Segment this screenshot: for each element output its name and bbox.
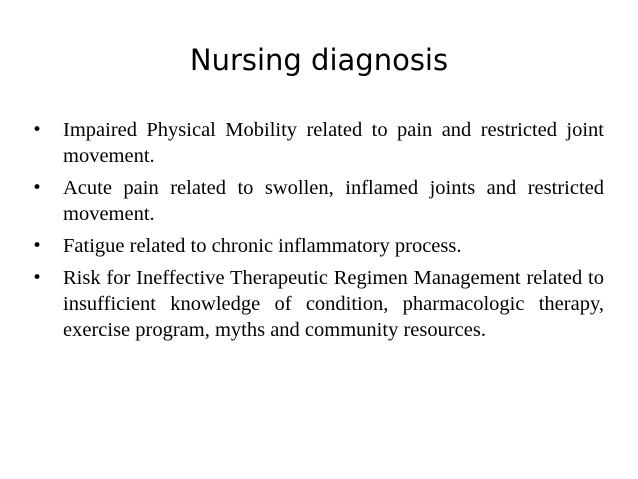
slide-title: Nursing diagnosis xyxy=(189,43,449,77)
bullet-item-impaired-mobility xyxy=(32,117,604,169)
bullet-text: Fatigue related to chronic inflammatory process. xyxy=(63,235,462,257)
bullet-text: Impaired Physical Mobility related to pain and restricted joint movement. xyxy=(63,119,604,167)
bullet-text: Acute pain related to swollen, inflamed joints and restricted movement. xyxy=(63,177,604,225)
bullet-item-risk-ineffective-regimen xyxy=(32,265,604,343)
bullet-text: Risk for Ineffective Therapeutic Regimen Management related to insufficient knowledge of condition, pharmacologic therapy, exercise program, myths and community resources. xyxy=(63,267,604,341)
bullet-icon: • xyxy=(32,120,43,140)
bullet-item-acute-pain xyxy=(32,175,604,227)
bullet-list xyxy=(32,117,604,349)
bullet-icon: • xyxy=(32,268,43,288)
bullet-icon: • xyxy=(32,236,43,256)
bullet-icon: • xyxy=(32,178,43,198)
bullet-item-fatigue xyxy=(32,233,604,259)
